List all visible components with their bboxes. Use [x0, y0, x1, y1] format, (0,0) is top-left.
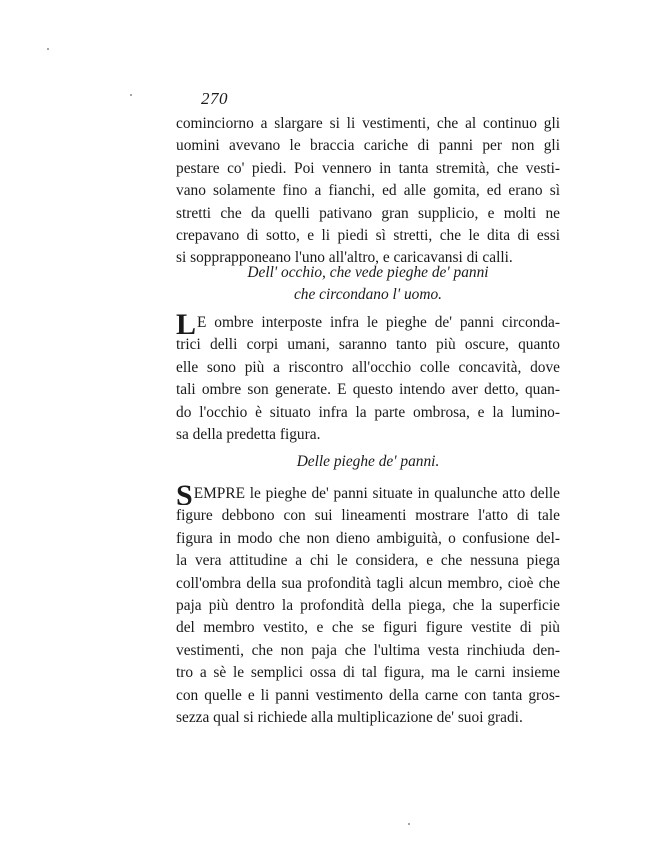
text-line: do l'occhio è situato infra la parte ombrosa, e la lumino- [176, 403, 560, 421]
drop-cap: S [176, 483, 193, 506]
text-line: la vera attitudine a chi le considera, e che nessuna piega [176, 552, 560, 570]
paragraph-3 [176, 483, 560, 729]
text-line [176, 483, 560, 505]
text-line: con quelle e li panni vestimento della carne con tanta gros- [176, 686, 560, 704]
section-heading-2 [176, 451, 560, 473]
text-line: elle sono più a riscontro all'occhio colle concavità, dove [176, 358, 560, 376]
text-line: tali ombre son generate. E questo intendo aver detto, quan- [176, 381, 560, 399]
text-line: stretti che da quelli pativano gran supplicio, e molti ne [176, 204, 560, 222]
drop-cap: L [176, 312, 197, 335]
heading-line: Dell' occhio, che vede pieghe de' panni [247, 264, 489, 281]
text-line: paja più dentro la profondità della piega, che la superficie [176, 596, 560, 614]
text-line: tro a sè le semplici ossa di tal figura, ma le carni insieme [176, 664, 560, 682]
text-line: figure debbono con sui lineamenti mostrare l'atto di tale [176, 507, 560, 525]
text-line: del membro vestito, e che se figuri figure vestite di più [176, 619, 560, 637]
page-number: 270 [201, 89, 228, 108]
text-line: trici delli corpi umani, saranno tanto più oscure, quanto [176, 336, 560, 354]
text-line: vano solamente fino a fianchi, ed alle gomita, ed erano sì [176, 182, 560, 200]
text-line: si sopprapponeano l'uno all'altro, e caricavansi di calli. [176, 249, 513, 267]
paper-speck [47, 48, 49, 50]
text-line: pestare co' piedi. Poi vennero in tanta stremità, che vesti- [176, 159, 560, 177]
heading-line: Delle pieghe de' panni. [296, 453, 440, 470]
text-line: uomini avevano le braccia cariche di panni per non gli [176, 137, 560, 155]
text-line: coll'ombra della sua profondità tagli alcun membro, cioè che [176, 574, 560, 592]
text-line: crepavano di sotto, e li piedi sì stretti, che le dita di essi [176, 226, 560, 244]
first-line-text: E ombre interposte infra le pieghe de' panni circonda- [197, 314, 560, 331]
paragraph-1 [176, 113, 560, 270]
text-line: figura in modo che non dieno ambiguità, o confusione del- [176, 529, 560, 547]
text-line [176, 312, 560, 334]
heading-line: che circondano l' uomo. [293, 286, 443, 303]
text-line: sezza qual si richiede alla multiplicazione de' suoi gradi. [176, 708, 523, 726]
text-line: vestimenti, che non paja che l'ultima vesta rinchiuda den- [176, 641, 560, 659]
paper-speck [130, 94, 132, 96]
paragraph-2 [176, 312, 560, 446]
paper-speck [408, 823, 410, 825]
section-heading-1 [176, 262, 560, 306]
text-line: cominciorno a slargare si li vestimenti, che al continuo gli [176, 115, 560, 132]
text-line: sa della predetta figura. [176, 425, 321, 443]
first-line-text: EMPRE le pieghe de' panni situate in qualunche atto delle [193, 485, 560, 502]
